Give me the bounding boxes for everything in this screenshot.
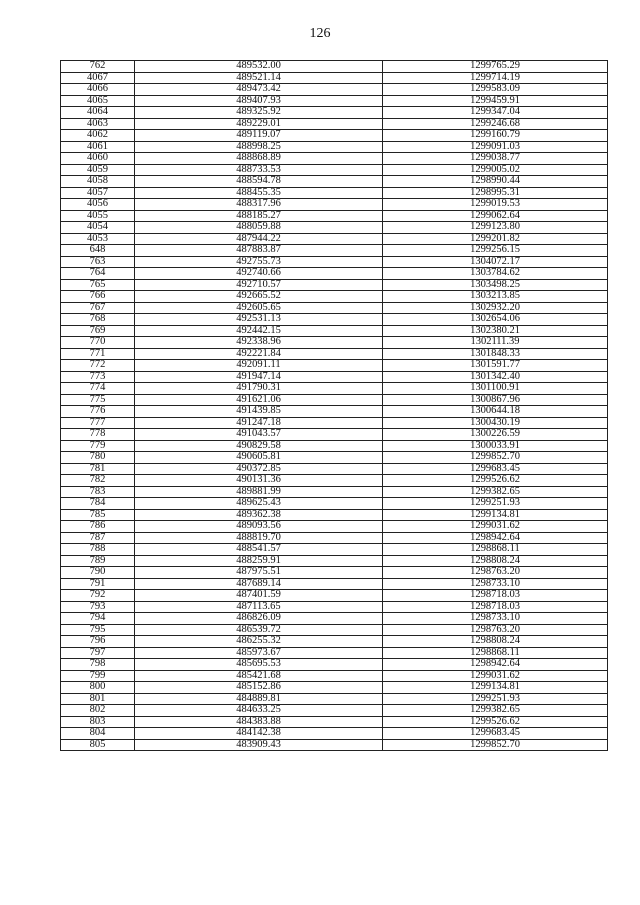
y-coordinate-cell: 1298733.10 [383, 578, 608, 590]
table-row [61, 302, 608, 314]
y-coordinate-cell: 1303784.62 [383, 268, 608, 280]
x-coordinate-cell: 492605.65 [135, 302, 383, 314]
table-row [61, 486, 608, 498]
table-row [61, 463, 608, 475]
table-row [61, 176, 608, 188]
point-number-cell: 796 [61, 636, 135, 648]
point-number-cell: 791 [61, 578, 135, 590]
x-coordinate-cell: 488455.35 [135, 187, 383, 199]
x-coordinate-cell: 488998.25 [135, 141, 383, 153]
point-number-cell: 788 [61, 544, 135, 556]
y-coordinate-cell: 1298990.44 [383, 176, 608, 188]
point-number-cell: 4057 [61, 187, 135, 199]
table-row [61, 452, 608, 464]
y-coordinate-cell: 1298808.24 [383, 636, 608, 648]
point-number-cell: 797 [61, 647, 135, 659]
point-number-cell: 773 [61, 371, 135, 383]
table-row [61, 601, 608, 613]
point-number-cell: 798 [61, 659, 135, 671]
y-coordinate-cell: 1298763.20 [383, 624, 608, 636]
table-row [61, 670, 608, 682]
y-coordinate-cell: 1299526.62 [383, 716, 608, 728]
table-row [61, 107, 608, 119]
y-coordinate-cell: 1300867.96 [383, 394, 608, 406]
point-number-cell: 787 [61, 532, 135, 544]
x-coordinate-cell: 491947.14 [135, 371, 383, 383]
point-number-cell: 789 [61, 555, 135, 567]
point-number-cell: 4062 [61, 130, 135, 142]
y-coordinate-cell: 1299852.70 [383, 739, 608, 751]
table-row [61, 544, 608, 556]
table-row [61, 739, 608, 751]
table-row [61, 153, 608, 165]
point-number-cell: 777 [61, 417, 135, 429]
point-number-cell: 805 [61, 739, 135, 751]
point-number-cell: 800 [61, 682, 135, 694]
y-coordinate-cell: 1300033.91 [383, 440, 608, 452]
x-coordinate-cell: 488185.27 [135, 210, 383, 222]
x-coordinate-cell: 491790.31 [135, 383, 383, 395]
point-number-cell: 776 [61, 406, 135, 418]
x-coordinate-cell: 486826.09 [135, 613, 383, 625]
table-row [61, 728, 608, 740]
point-number-cell: 762 [61, 61, 135, 73]
y-coordinate-cell: 1299526.62 [383, 475, 608, 487]
table-row [61, 659, 608, 671]
y-coordinate-cell: 1299852.70 [383, 452, 608, 464]
x-coordinate-cell: 483909.43 [135, 739, 383, 751]
point-number-cell: 767 [61, 302, 135, 314]
x-coordinate-cell: 492740.66 [135, 268, 383, 280]
table-row [61, 268, 608, 280]
point-number-cell: 775 [61, 394, 135, 406]
point-number-cell: 786 [61, 521, 135, 533]
table-row [61, 509, 608, 521]
table-row [61, 210, 608, 222]
point-number-cell: 778 [61, 429, 135, 441]
x-coordinate-cell: 492755.73 [135, 256, 383, 268]
x-coordinate-cell: 489119.07 [135, 130, 383, 142]
x-coordinate-cell: 487401.59 [135, 590, 383, 602]
table-row [61, 406, 608, 418]
y-coordinate-cell: 1299347.04 [383, 107, 608, 119]
table-row [61, 682, 608, 694]
point-number-cell: 4066 [61, 84, 135, 96]
x-coordinate-cell: 488594.78 [135, 176, 383, 188]
y-coordinate-cell: 1298995.31 [383, 187, 608, 199]
table-row [61, 555, 608, 567]
y-coordinate-cell: 1299459.91 [383, 95, 608, 107]
table-row [61, 429, 608, 441]
x-coordinate-cell: 489325.92 [135, 107, 383, 119]
x-coordinate-cell: 490131.36 [135, 475, 383, 487]
table-row [61, 314, 608, 326]
table-row [61, 141, 608, 153]
table-row [61, 233, 608, 245]
x-coordinate-cell: 486255.32 [135, 636, 383, 648]
y-coordinate-cell: 1302380.21 [383, 325, 608, 337]
y-coordinate-cell: 1299123.80 [383, 222, 608, 234]
point-number-cell: 764 [61, 268, 135, 280]
x-coordinate-cell: 487944.22 [135, 233, 383, 245]
table-row [61, 291, 608, 303]
x-coordinate-cell: 488541.57 [135, 544, 383, 556]
table-row [61, 567, 608, 579]
x-coordinate-cell: 491621.06 [135, 394, 383, 406]
table-row [61, 187, 608, 199]
y-coordinate-cell: 1299765.29 [383, 61, 608, 73]
point-number-cell: 4067 [61, 72, 135, 84]
table-row [61, 716, 608, 728]
y-coordinate-cell: 1299683.45 [383, 463, 608, 475]
table-row [61, 245, 608, 257]
y-coordinate-cell: 1298733.10 [383, 613, 608, 625]
x-coordinate-cell: 486539.72 [135, 624, 383, 636]
y-coordinate-cell: 1300226.59 [383, 429, 608, 441]
point-number-cell: 783 [61, 486, 135, 498]
y-coordinate-cell: 1299019.53 [383, 199, 608, 211]
y-coordinate-cell: 1298942.64 [383, 532, 608, 544]
point-number-cell: 795 [61, 624, 135, 636]
y-coordinate-cell: 1299246.68 [383, 118, 608, 130]
x-coordinate-cell: 488819.70 [135, 532, 383, 544]
y-coordinate-cell: 1303213.85 [383, 291, 608, 303]
x-coordinate-cell: 489362.38 [135, 509, 383, 521]
point-number-cell: 766 [61, 291, 135, 303]
x-coordinate-cell: 491439.85 [135, 406, 383, 418]
table-row [61, 578, 608, 590]
table-row [61, 475, 608, 487]
table-row [61, 164, 608, 176]
point-number-cell: 792 [61, 590, 135, 602]
point-number-cell: 790 [61, 567, 135, 579]
y-coordinate-cell: 1298718.03 [383, 590, 608, 602]
y-coordinate-cell: 1299134.81 [383, 509, 608, 521]
point-number-cell: 763 [61, 256, 135, 268]
x-coordinate-cell: 488868.89 [135, 153, 383, 165]
point-number-cell: 769 [61, 325, 135, 337]
table-row [61, 371, 608, 383]
y-coordinate-cell: 1303498.25 [383, 279, 608, 291]
table-row [61, 348, 608, 360]
y-coordinate-cell: 1298868.11 [383, 647, 608, 659]
x-coordinate-cell: 488733.53 [135, 164, 383, 176]
x-coordinate-cell: 489521.14 [135, 72, 383, 84]
point-number-cell: 4056 [61, 199, 135, 211]
x-coordinate-cell: 489625.43 [135, 498, 383, 510]
y-coordinate-cell: 1302111.39 [383, 337, 608, 349]
x-coordinate-cell: 484889.81 [135, 693, 383, 705]
point-number-cell: 785 [61, 509, 135, 521]
x-coordinate-cell: 490372.85 [135, 463, 383, 475]
table-row [61, 222, 608, 234]
point-number-cell: 4053 [61, 233, 135, 245]
x-coordinate-cell: 489881.99 [135, 486, 383, 498]
point-number-cell: 803 [61, 716, 135, 728]
y-coordinate-cell: 1299134.81 [383, 682, 608, 694]
x-coordinate-cell: 487975.51 [135, 567, 383, 579]
table-row [61, 636, 608, 648]
y-coordinate-cell: 1299091.03 [383, 141, 608, 153]
y-coordinate-cell: 1300644.18 [383, 406, 608, 418]
y-coordinate-cell: 1299031.62 [383, 521, 608, 533]
x-coordinate-cell: 484633.25 [135, 705, 383, 717]
table-row [61, 521, 608, 533]
coordinates-table-body [61, 61, 608, 751]
x-coordinate-cell: 489473.42 [135, 84, 383, 96]
y-coordinate-cell: 1299031.62 [383, 670, 608, 682]
table-row [61, 693, 608, 705]
point-number-cell: 781 [61, 463, 135, 475]
point-number-cell: 804 [61, 728, 135, 740]
x-coordinate-cell: 487883.87 [135, 245, 383, 257]
y-coordinate-cell: 1298763.20 [383, 567, 608, 579]
x-coordinate-cell: 492338.96 [135, 337, 383, 349]
point-number-cell: 771 [61, 348, 135, 360]
table-row [61, 84, 608, 96]
table-row [61, 118, 608, 130]
y-coordinate-cell: 1299062.64 [383, 210, 608, 222]
y-coordinate-cell: 1302932.20 [383, 302, 608, 314]
y-coordinate-cell: 1301848.33 [383, 348, 608, 360]
point-number-cell: 4058 [61, 176, 135, 188]
table-row [61, 532, 608, 544]
point-number-cell: 4063 [61, 118, 135, 130]
table-row [61, 199, 608, 211]
y-coordinate-cell: 1299256.15 [383, 245, 608, 257]
x-coordinate-cell: 492710.57 [135, 279, 383, 291]
y-coordinate-cell: 1301100.91 [383, 383, 608, 395]
y-coordinate-cell: 1299583.09 [383, 84, 608, 96]
table-row [61, 72, 608, 84]
table-row [61, 256, 608, 268]
table-row [61, 417, 608, 429]
x-coordinate-cell: 487113.65 [135, 601, 383, 613]
x-coordinate-cell: 492221.84 [135, 348, 383, 360]
y-coordinate-cell: 1301342.40 [383, 371, 608, 383]
table-row [61, 325, 608, 337]
x-coordinate-cell: 492531.13 [135, 314, 383, 326]
x-coordinate-cell: 491043.57 [135, 429, 383, 441]
y-coordinate-cell: 1299382.65 [383, 486, 608, 498]
point-number-cell: 770 [61, 337, 135, 349]
y-coordinate-cell: 1299714.19 [383, 72, 608, 84]
coordinates-table [60, 60, 608, 751]
table-row [61, 279, 608, 291]
point-number-cell: 794 [61, 613, 135, 625]
table-row [61, 440, 608, 452]
point-number-cell: 4059 [61, 164, 135, 176]
x-coordinate-cell: 489229.01 [135, 118, 383, 130]
point-number-cell: 4064 [61, 107, 135, 119]
y-coordinate-cell: 1299160.79 [383, 130, 608, 142]
table-row [61, 498, 608, 510]
table-row [61, 624, 608, 636]
table-row [61, 95, 608, 107]
y-coordinate-cell: 1299382.65 [383, 705, 608, 717]
y-coordinate-cell: 1298808.24 [383, 555, 608, 567]
point-number-cell: 648 [61, 245, 135, 257]
y-coordinate-cell: 1298718.03 [383, 601, 608, 613]
x-coordinate-cell: 489093.56 [135, 521, 383, 533]
table-row [61, 360, 608, 372]
x-coordinate-cell: 492091.11 [135, 360, 383, 372]
y-coordinate-cell: 1299005.02 [383, 164, 608, 176]
table-row [61, 394, 608, 406]
table-row [61, 590, 608, 602]
point-number-cell: 774 [61, 383, 135, 395]
point-number-cell: 784 [61, 498, 135, 510]
y-coordinate-cell: 1299251.93 [383, 693, 608, 705]
point-number-cell: 772 [61, 360, 135, 372]
page-number: 126 [309, 26, 331, 41]
y-coordinate-cell: 1304072.17 [383, 256, 608, 268]
x-coordinate-cell: 489407.93 [135, 95, 383, 107]
point-number-cell: 799 [61, 670, 135, 682]
point-number-cell: 793 [61, 601, 135, 613]
x-coordinate-cell: 485421.68 [135, 670, 383, 682]
point-number-cell: 802 [61, 705, 135, 717]
x-coordinate-cell: 491247.18 [135, 417, 383, 429]
y-coordinate-cell: 1300430.19 [383, 417, 608, 429]
point-number-cell: 779 [61, 440, 135, 452]
y-coordinate-cell: 1299201.82 [383, 233, 608, 245]
x-coordinate-cell: 490829.58 [135, 440, 383, 452]
x-coordinate-cell: 488059.88 [135, 222, 383, 234]
y-coordinate-cell: 1298868.11 [383, 544, 608, 556]
x-coordinate-cell: 485973.67 [135, 647, 383, 659]
x-coordinate-cell: 492442.15 [135, 325, 383, 337]
y-coordinate-cell: 1301591.77 [383, 360, 608, 372]
point-number-cell: 768 [61, 314, 135, 326]
x-coordinate-cell: 484383.88 [135, 716, 383, 728]
point-number-cell: 4060 [61, 153, 135, 165]
point-number-cell: 782 [61, 475, 135, 487]
x-coordinate-cell: 487689.14 [135, 578, 383, 590]
x-coordinate-cell: 490605.81 [135, 452, 383, 464]
x-coordinate-cell: 485695.53 [135, 659, 383, 671]
x-coordinate-cell: 484142.38 [135, 728, 383, 740]
table-row [61, 61, 608, 73]
table-row [61, 337, 608, 349]
table-row [61, 383, 608, 395]
x-coordinate-cell: 489532.00 [135, 61, 383, 73]
table-row [61, 613, 608, 625]
point-number-cell: 4055 [61, 210, 135, 222]
table-row [61, 647, 608, 659]
point-number-cell: 4054 [61, 222, 135, 234]
point-number-cell: 780 [61, 452, 135, 464]
y-coordinate-cell: 1299038.77 [383, 153, 608, 165]
x-coordinate-cell: 488317.96 [135, 199, 383, 211]
y-coordinate-cell: 1302654.06 [383, 314, 608, 326]
y-coordinate-cell: 1299683.45 [383, 728, 608, 740]
table-row [61, 130, 608, 142]
point-number-cell: 801 [61, 693, 135, 705]
point-number-cell: 4061 [61, 141, 135, 153]
x-coordinate-cell: 485152.86 [135, 682, 383, 694]
x-coordinate-cell: 492665.52 [135, 291, 383, 303]
point-number-cell: 4065 [61, 95, 135, 107]
y-coordinate-cell: 1299251.93 [383, 498, 608, 510]
x-coordinate-cell: 488259.91 [135, 555, 383, 567]
y-coordinate-cell: 1298942.64 [383, 659, 608, 671]
point-number-cell: 765 [61, 279, 135, 291]
table-row [61, 705, 608, 717]
